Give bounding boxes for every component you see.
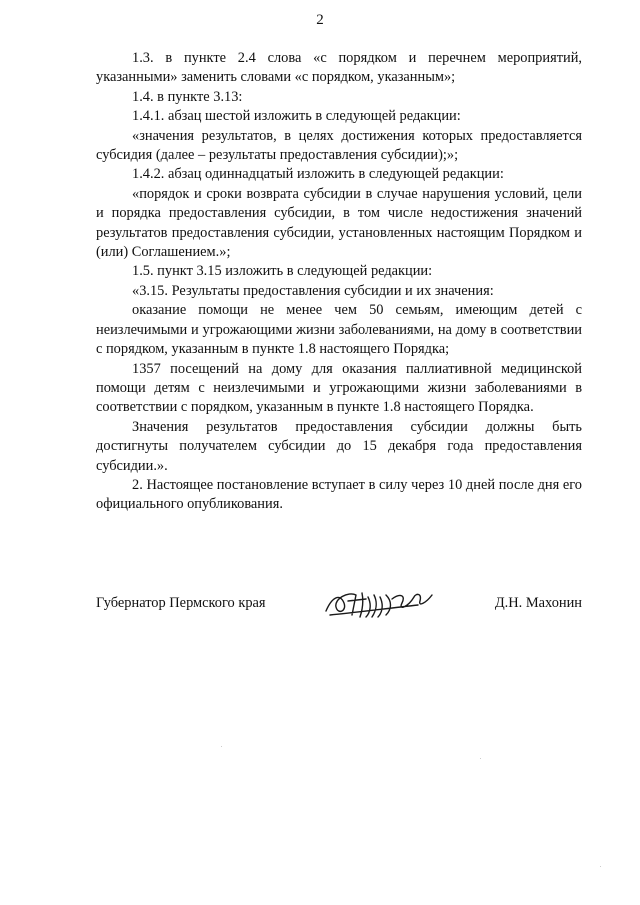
paragraph: 2. Настоящее постановление вступает в силу через 10 дней после дня его официального опубликования. <box>96 476 582 513</box>
signatory-position: Губернатор Пермского края <box>96 595 266 611</box>
paragraph: 1.5. пункт 3.15 изложить в следующей редакции: <box>132 263 433 280</box>
paragraph: 1.4.1. абзац шестой изложить в следующей редакции: <box>132 108 461 125</box>
handwritten-signature <box>322 585 438 625</box>
paragraph: оказание помощи не менее чем 50 семьям, имеющим детей с неизлечимыми и угрожающими жизни заболеваниями, на дому в соответствии с порядком, указанным в пункте 1.8 настоящего Порядка; <box>96 302 582 358</box>
scan-speck <box>480 758 481 759</box>
paragraph: «порядок и сроки возврата субсидии в случае нарушения условий, цели и порядка предоставления субсидии, в том числе недостижения значений результатов предоставления субсидии, установленных настоящим Порядком и (или) Соглашением.»; <box>96 185 582 261</box>
paragraph: 1357 посещений на дому для оказания паллиативной медицинской помощи детям с неизлечимыми и угрожающими жизни заболеваниями в соответствии с порядком, указанным в пункте 1.8 настоящего Порядка. <box>96 360 582 416</box>
document-body <box>96 49 582 515</box>
paragraph: «значения результатов, в целях достижения которых предоставляется субсидия (далее – результаты предоставления субсидии);»; <box>96 127 582 164</box>
signatory-name: Д.Н. Махонин <box>494 595 582 611</box>
scan-speck <box>221 746 222 747</box>
scan-speck <box>600 866 601 867</box>
signature-block <box>96 593 582 633</box>
paragraph: «3.15. Результаты предоставления субсидии и их значения: <box>132 282 494 299</box>
page-number: 2 <box>316 12 324 28</box>
paragraph: Значения результатов предоставления субсидии должны быть достигнуты получателем субсидии до 15 декабря года предоставления субсидии.». <box>96 418 582 474</box>
paragraph: 1.4. в пункте 3.13: <box>132 88 243 105</box>
paragraph: 1.3. в пункте 2.4 слова «с порядком и перечнем мероприятий, указанными» заменить словами «с порядком, указанным»; <box>96 50 582 86</box>
paragraph: 1.4.2. абзац одиннадцатый изложить в следующей редакции: <box>132 166 504 183</box>
